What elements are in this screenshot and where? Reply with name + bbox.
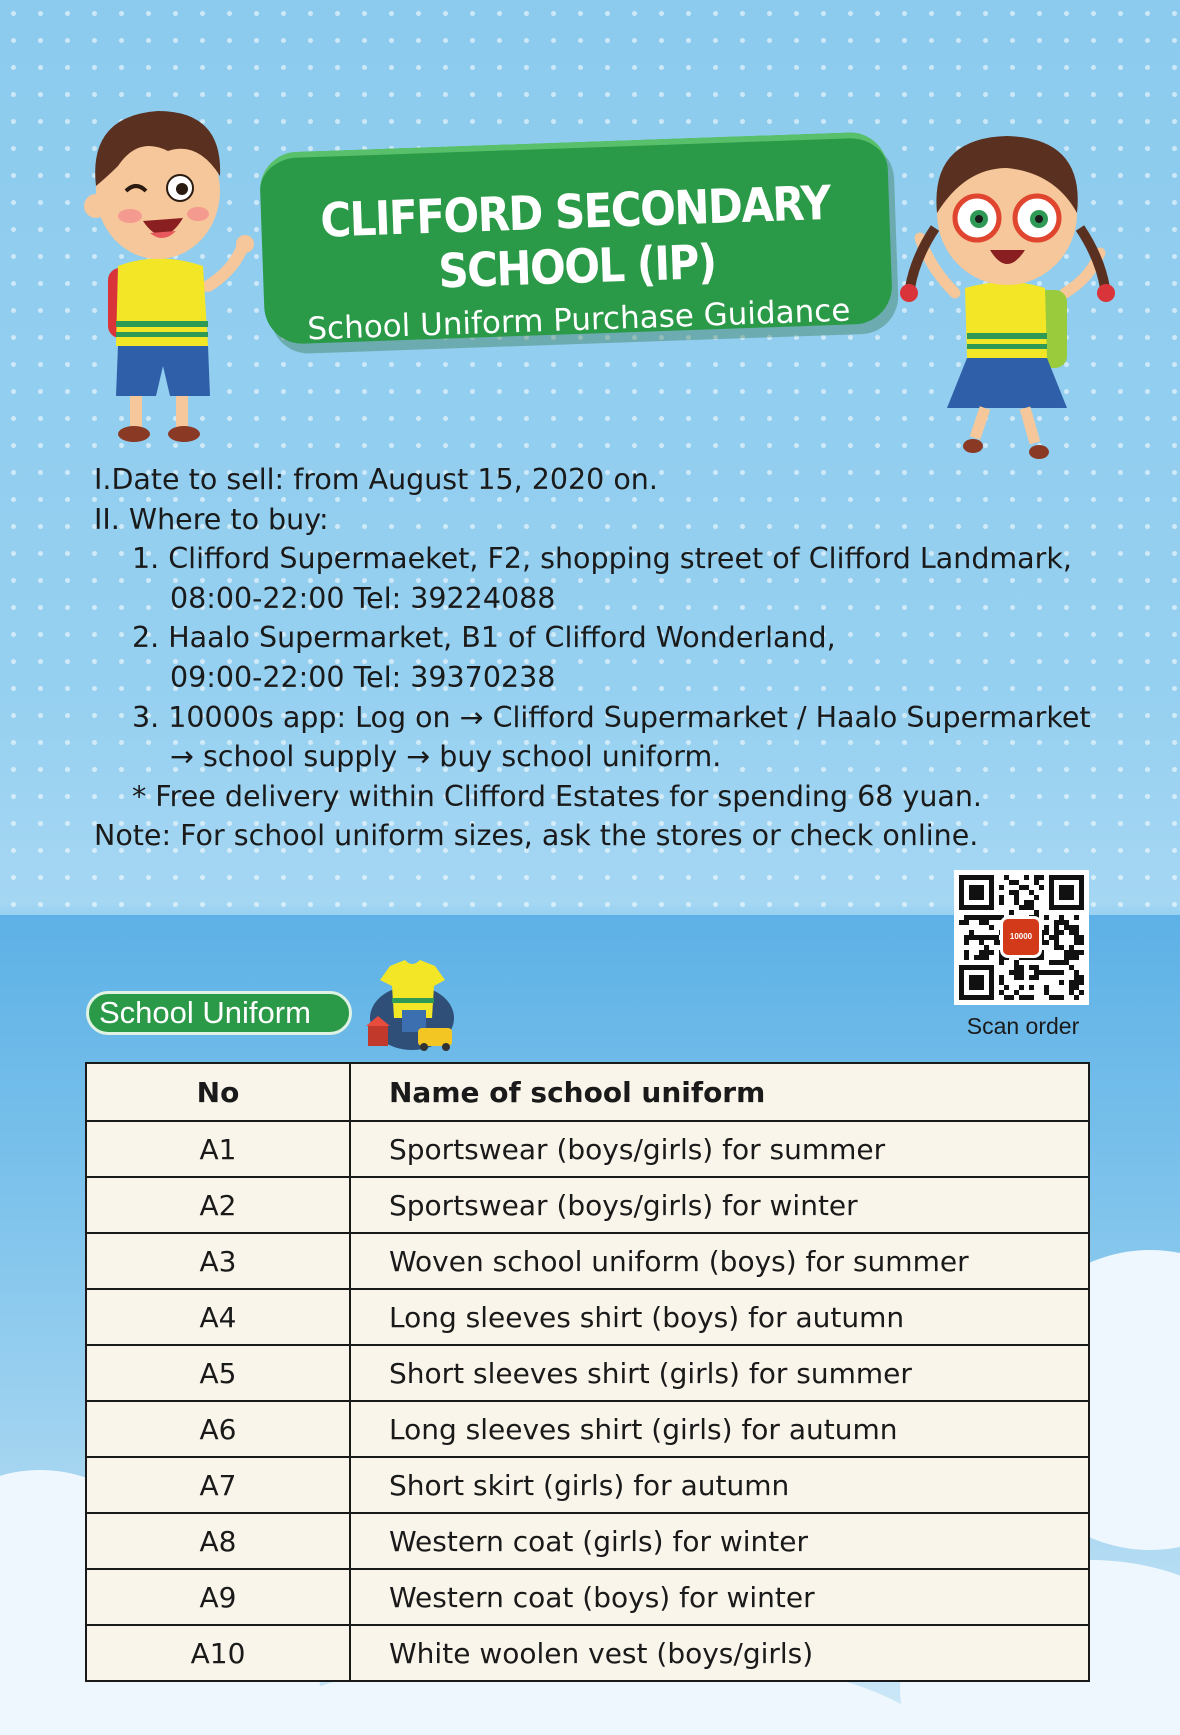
qr-module	[1014, 970, 1019, 975]
section-label: School Uniform	[86, 991, 352, 1035]
qr-module	[979, 955, 984, 960]
qr-module	[1069, 990, 1074, 995]
info-block	[94, 460, 1094, 856]
qr-module	[1024, 995, 1029, 1000]
uniform-code-cell: A10	[86, 1625, 350, 1681]
qr-module	[1004, 995, 1009, 1000]
qr-module	[1019, 965, 1024, 970]
qr-module	[1064, 920, 1069, 925]
qr-module	[1009, 970, 1014, 975]
qr-module	[1029, 995, 1034, 1000]
qr-module	[1004, 875, 1009, 880]
uniform-code-cell: A2	[86, 1177, 350, 1233]
qr-module	[1069, 965, 1074, 970]
store2-hours: 09:00-22:00 Tel: 39370238	[170, 660, 556, 694]
qr-module	[1064, 925, 1069, 930]
qr-module	[1044, 940, 1049, 945]
qr-module	[1079, 980, 1084, 985]
uniform-name-cell: Short skirt (girls) for autumn	[350, 1457, 1089, 1513]
qr-module	[1044, 925, 1049, 930]
qr-module	[1049, 960, 1054, 965]
qr-module	[1034, 970, 1039, 975]
qr-module	[1074, 955, 1079, 960]
qr-module	[1029, 965, 1034, 970]
qr-module	[1009, 890, 1014, 895]
qr-module	[1054, 930, 1059, 935]
qr-module	[1059, 980, 1064, 985]
delivery-note: * Free delivery within Clifford Estates for spending 68 yuan.	[132, 779, 982, 813]
app-instructions-cont: → school supply → buy school uniform.	[170, 740, 722, 774]
qr-module	[1029, 975, 1034, 980]
qr-code[interactable]	[954, 870, 1089, 1005]
qr-module	[989, 935, 994, 940]
qr-module	[1069, 955, 1074, 960]
table-row	[86, 1457, 1089, 1513]
store1-address: 1. Clifford Supermaeket, F2, shopping street of Clifford Landmark,	[132, 542, 1072, 576]
qr-module	[1074, 935, 1079, 940]
qr-module	[1034, 880, 1039, 885]
qr-module	[1009, 995, 1014, 1000]
qr-module	[1024, 905, 1029, 910]
qr-module	[974, 915, 979, 920]
qr-module	[1079, 940, 1084, 945]
qr-module	[1014, 900, 1019, 905]
qr-module	[1014, 890, 1019, 895]
table-header-row	[86, 1063, 1089, 1121]
qr-module	[1039, 885, 1044, 890]
qr-module	[989, 915, 994, 920]
column-header-no: No	[86, 1063, 350, 1121]
column-header-name: Name of school uniform	[350, 1063, 1089, 1121]
store2-address: 2. Haalo Supermarket, B1 of Clifford Wonderland,	[132, 621, 836, 655]
qr-module	[979, 950, 984, 955]
qr-module	[1014, 975, 1019, 980]
uniform-icon	[360, 948, 460, 1054]
qr-module	[1024, 900, 1029, 905]
where-heading: II. Where to buy:	[94, 502, 329, 536]
qr-module	[1029, 905, 1034, 910]
size-note: Note: For school uniform sizes, ask the stores or check online.	[94, 819, 979, 853]
qr-module	[999, 895, 1004, 900]
qr-module	[1039, 875, 1044, 880]
qr-module	[1074, 975, 1079, 980]
uniform-table	[85, 1062, 1090, 1682]
uniform-code-cell: A1	[86, 1121, 350, 1177]
qr-module	[959, 920, 964, 925]
qr-module	[1074, 970, 1079, 975]
uniform-name-cell: Long sleeves shirt (girls) for autumn	[350, 1401, 1089, 1457]
uniform-name-cell: Long sleeves shirt (boys) for autumn	[350, 1289, 1089, 1345]
qr-module	[1029, 900, 1034, 905]
qr-module	[1059, 945, 1064, 950]
qr-module	[1074, 925, 1079, 930]
qr-module	[1029, 985, 1034, 990]
qr-module	[1054, 960, 1059, 965]
qr-module	[989, 950, 994, 955]
uniform-name-cell: White woolen vest (boys/girls)	[350, 1625, 1089, 1681]
qr-module	[1064, 950, 1069, 955]
qr-module	[974, 935, 979, 940]
qr-module	[999, 990, 1004, 995]
qr-module	[999, 960, 1004, 965]
qr-module	[979, 915, 984, 920]
girl-illustration	[895, 118, 1125, 468]
qr-module	[999, 885, 1004, 890]
qr-module	[1064, 955, 1069, 960]
qr-module	[1054, 940, 1059, 945]
qr-module	[1069, 950, 1074, 955]
qr-module	[1074, 985, 1079, 990]
qr-module	[1014, 990, 1019, 995]
page-subtitle: School Uniform Purchase Guidance	[306, 292, 851, 348]
qr-module	[1009, 910, 1014, 915]
qr-module	[1059, 995, 1064, 1000]
qr-module	[1054, 945, 1059, 950]
qr-module	[1059, 920, 1064, 925]
qr-module	[1059, 915, 1064, 920]
table-row	[86, 1289, 1089, 1345]
boy-illustration	[58, 96, 258, 446]
qr-module	[1049, 935, 1054, 940]
uniform-code-cell: A9	[86, 1569, 350, 1625]
qr-module	[974, 955, 979, 960]
qr-module	[964, 920, 969, 925]
qr-module	[1014, 880, 1019, 885]
qr-module	[964, 935, 969, 940]
qr-module	[1024, 875, 1029, 880]
qr-module	[984, 935, 989, 940]
qr-module	[1079, 990, 1084, 995]
qr-module	[1044, 970, 1049, 975]
qr-module	[1054, 935, 1059, 940]
table-row	[86, 1177, 1089, 1233]
sale-date: I.Date to sell: from August 15, 2020 on.	[94, 463, 658, 496]
qr-finder-square	[969, 975, 984, 990]
uniform-name-cell: Western coat (girls) for winter	[350, 1513, 1089, 1569]
qr-caption: Scan order	[966, 1013, 1080, 1039]
qr-module	[969, 935, 974, 940]
qr-module	[1074, 980, 1079, 985]
qr-module	[1044, 990, 1049, 995]
qr-module	[1019, 995, 1024, 1000]
qr-module	[969, 930, 974, 935]
qr-module	[1049, 970, 1054, 975]
qr-module	[964, 915, 969, 920]
qr-module	[1009, 880, 1014, 885]
qr-module	[1079, 935, 1084, 940]
qr-module	[1034, 910, 1039, 915]
qr-module	[1059, 930, 1064, 935]
table-row	[86, 1513, 1089, 1569]
qr-module	[1074, 940, 1079, 945]
qr-module	[1034, 895, 1039, 900]
qr-module	[1074, 930, 1079, 935]
qr-module	[994, 940, 999, 945]
qr-module	[999, 980, 1004, 985]
qr-module	[969, 915, 974, 920]
qr-module	[1069, 985, 1074, 990]
qr-module	[1059, 970, 1064, 975]
qr-module	[1074, 950, 1079, 955]
qr-module	[1079, 950, 1084, 955]
qr-module	[1019, 970, 1024, 975]
table-row	[86, 1233, 1089, 1289]
uniform-name-cell: Short sleeves shirt (girls) for summer	[350, 1345, 1089, 1401]
title-banner	[259, 131, 893, 348]
qr-module	[964, 950, 969, 955]
qr-module	[1039, 955, 1044, 960]
table-row	[86, 1345, 1089, 1401]
qr-finder-square	[969, 885, 984, 900]
qr-module	[1054, 970, 1059, 975]
uniform-code-cell: A3	[86, 1233, 350, 1289]
qr-module	[1019, 975, 1024, 980]
table-row	[86, 1121, 1089, 1177]
qr-block	[954, 870, 1092, 1040]
qr-module	[1059, 960, 1064, 965]
qr-module	[1024, 885, 1029, 890]
qr-module	[1074, 995, 1079, 1000]
qr-module	[1054, 920, 1059, 925]
qr-module	[1034, 965, 1039, 970]
uniform-code-cell: A6	[86, 1401, 350, 1457]
store1-hours: 08:00-22:00 Tel: 39224088	[170, 581, 556, 615]
qr-module	[1054, 925, 1059, 930]
qr-module	[964, 940, 969, 945]
qr-module	[1044, 985, 1049, 990]
qr-module	[1004, 985, 1009, 990]
qr-module	[979, 935, 984, 940]
uniform-name-cell: Sportswear (boys/girls) for summer	[350, 1121, 1089, 1177]
uniform-name-cell: Western coat (boys) for winter	[350, 1569, 1089, 1625]
qr-module	[964, 955, 969, 960]
qr-module	[1014, 895, 1019, 900]
qr-module	[1014, 965, 1019, 970]
qr-module	[1074, 915, 1079, 920]
qr-module	[1049, 995, 1054, 1000]
qr-module	[984, 950, 989, 955]
qr-module	[1064, 960, 1069, 965]
qr-module	[1079, 975, 1084, 980]
qr-module	[1034, 875, 1039, 880]
uniform-code-cell: A8	[86, 1513, 350, 1569]
qr-module	[1069, 980, 1074, 985]
qr-module	[1014, 960, 1019, 965]
qr-module	[1019, 985, 1024, 990]
uniform-code-cell: A7	[86, 1457, 350, 1513]
qr-module	[979, 920, 984, 925]
table-row	[86, 1401, 1089, 1457]
uniform-code-cell: A5	[86, 1345, 350, 1401]
qr-module	[1029, 890, 1034, 895]
qr-module	[994, 935, 999, 940]
app-logo-badge: 10000	[1000, 916, 1042, 958]
table-row	[86, 1625, 1089, 1681]
qr-module	[1019, 905, 1024, 910]
qr-module	[1054, 995, 1059, 1000]
uniform-name-cell: Woven school uniform (boys) for summer	[350, 1233, 1089, 1289]
qr-module	[984, 955, 989, 960]
table-row	[86, 1569, 1089, 1625]
uniform-code-cell: A4	[86, 1289, 350, 1345]
qr-module	[999, 900, 1004, 905]
qr-module	[984, 920, 989, 925]
uniform-name-cell: Sportswear (boys/girls) for winter	[350, 1177, 1089, 1233]
qr-module	[1034, 975, 1039, 980]
qr-finder-square	[1059, 885, 1074, 900]
qr-module	[999, 975, 1004, 980]
qr-module	[994, 915, 999, 920]
qr-module	[984, 945, 989, 950]
qr-module	[989, 925, 994, 930]
qr-module	[1039, 970, 1044, 975]
qr-module	[1044, 915, 1049, 920]
qr-module	[984, 915, 989, 920]
qr-module	[1069, 930, 1074, 935]
app-instructions: 3. 10000s app: Log on → Clifford Supermarket / Haalo Supermarket	[132, 700, 1091, 734]
qr-module	[1069, 945, 1074, 950]
qr-module	[1044, 930, 1049, 935]
page-title: CLIFFORD SECONDARY SCHOOL (IP)	[319, 175, 831, 299]
qr-module	[1019, 885, 1024, 890]
qr-module	[979, 940, 984, 945]
qr-module	[1069, 925, 1074, 930]
